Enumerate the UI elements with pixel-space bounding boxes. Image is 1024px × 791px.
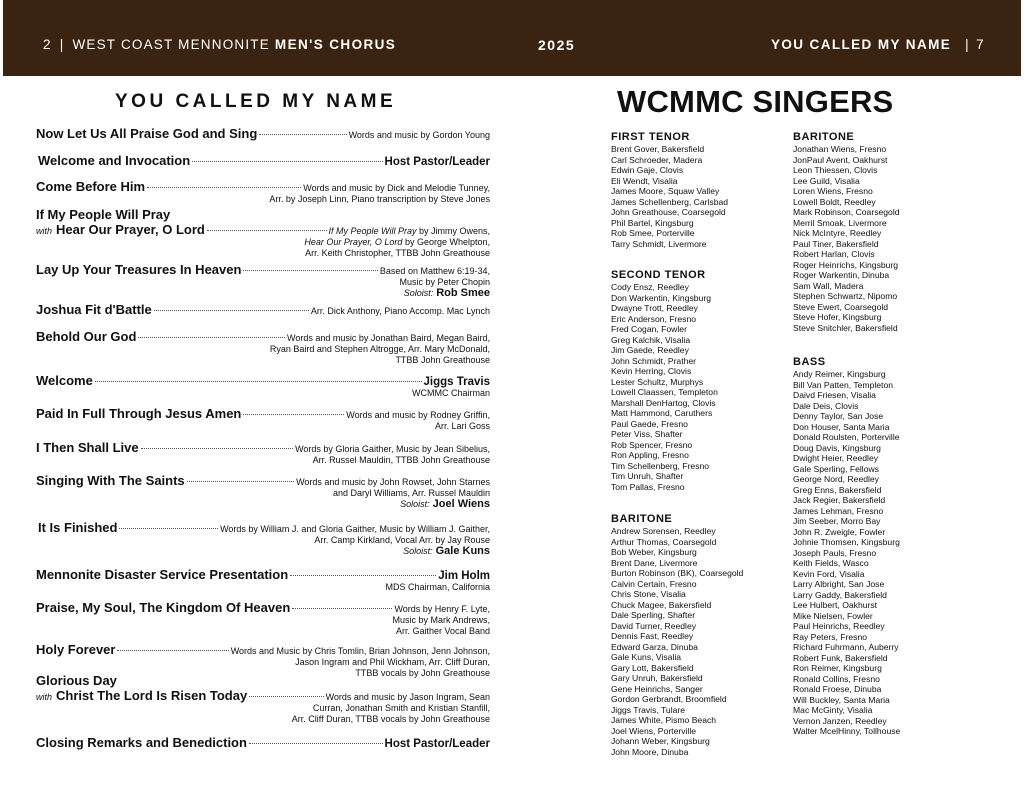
singer-name: Robert Funk, Bakersfield: [793, 652, 888, 663]
item-credit-line: Arr. Gaither Vocal Band: [395, 625, 490, 636]
dot-leader: [249, 696, 323, 697]
item-credit-line: by George Whelpton,: [402, 237, 490, 247]
singer-name: Sam Wall, Madera: [793, 280, 864, 291]
singer-name: Joseph Pauls, Fresno: [793, 547, 877, 558]
item-credit-line: and Daryl Williams, Arr. Russel Mauldin: [332, 488, 490, 498]
item-credit: Words by Henry F. Lyte,: [394, 604, 490, 614]
header-right: [771, 37, 985, 52]
singer-name: Rob Smee, Porterville: [611, 228, 695, 238]
item-title: Lay Up Your Treasures In Heaven: [36, 262, 242, 277]
item-credit-line: TTBB John Greathouse: [395, 354, 490, 365]
item-credit: by Jimmy Owens,: [416, 226, 490, 236]
singer-name: Dale Deis, Clovis: [793, 400, 859, 411]
singer-name: Joel Wiens, Porterville: [611, 725, 697, 736]
section-second-tenor: [611, 269, 781, 492]
singer-name: Johann Weber, Kingsburg: [611, 736, 710, 746]
singer-name: Burton Robinson (BK), Coarsegold: [611, 568, 744, 578]
singer-name: Johnie Thomsen, Kingsburg: [793, 537, 900, 547]
with-label: with: [36, 692, 53, 702]
item-credit-line: Arr. Keith Christopher, TTBB John Greathouse: [305, 247, 490, 258]
singer-name: Leon Thiessen, Clovis: [793, 165, 878, 175]
program-item: [36, 406, 490, 432]
singer-name: Denny Taylor, San Jose: [793, 411, 884, 421]
singer-name: Brent Gover, Bakersfield: [611, 144, 705, 154]
singer-name: Robert Harlan, Clovis: [793, 249, 875, 259]
singer-name: Gary Lott, Bakersfield: [611, 662, 694, 673]
singer-name: Chris Stone, Visalia: [611, 589, 686, 599]
singer-name: Tom Pallas, Fresno: [611, 481, 685, 492]
singer-name: Calvin Certain, Fresno: [611, 578, 697, 589]
singer-name: Lowell Claassen, Templeton: [611, 387, 718, 397]
dot-leader: [243, 414, 344, 415]
item-credit: Words by Gloria Gaither, Music by Jean Sibelius,: [295, 444, 490, 454]
singer-name: Paul Tiner, Bakersfield: [793, 238, 879, 249]
singer-name: John Moore, Dinuba: [611, 746, 689, 757]
singer-name: James Schellenberg, Carlsbad: [611, 196, 729, 207]
singer-name: Kevin Herring, Clovis: [611, 366, 692, 376]
item-credit-line: Music by Mark Andrews,: [392, 615, 490, 625]
singer-name: Merril Smoak, Livermore: [793, 217, 887, 228]
singer-name: Nick McIntyre, Reedley: [793, 228, 882, 238]
singer-name: James White, Pismo Beach: [611, 715, 717, 725]
singer-name: Don Warkentin, Kingsburg: [611, 292, 711, 303]
right-separator: |: [965, 37, 971, 52]
left-separator: |: [59, 37, 65, 52]
item-title: It Is Finished: [38, 520, 118, 535]
item-credit: Arr. Dick Anthony, Piano Accomp. Mac Lynch: [310, 306, 490, 316]
section-heading: BARITONE: [611, 513, 673, 525]
singer-name: Lester Schultz, Murphys: [611, 376, 704, 387]
singer-name: Walter McelHinny, Tollhouse: [793, 726, 901, 736]
singer-name: Keith Fields, Wasco: [793, 558, 869, 568]
dot-leader: [290, 575, 436, 576]
right-header-title: YOU CALLED MY NAME: [770, 37, 952, 52]
item-credit-line: TTBB vocals by John Greathouse: [355, 667, 490, 678]
singer-name: Paul Heinrichs, Reedley: [793, 621, 885, 631]
singer-name: James Lehman, Fresno: [793, 505, 884, 516]
singer-name: Jim Gaede, Reedley: [611, 345, 689, 355]
singer-list: [793, 369, 963, 737]
dot-leader: [259, 134, 346, 135]
program-item: [36, 600, 490, 636]
item-credit-line: Curran, Jonathan Smith and Kristian Stanfill,: [312, 703, 490, 713]
singer-name: Bob Weber, Kingsburg: [611, 547, 697, 557]
singer-name: Ronald Froese, Dinuba: [793, 684, 882, 694]
dot-leader: [207, 230, 327, 231]
soloist-name: Rob Smee: [436, 286, 490, 299]
program-item: [36, 302, 490, 317]
left-org-name: WEST COAST MENNONITE: [72, 37, 270, 52]
singer-name: Arthur Thomas, Coarsegold: [611, 536, 717, 547]
singer-name: Roger Warkentin, Dinuba: [793, 270, 890, 280]
dot-leader: [243, 270, 377, 271]
singer-name: Mac McGinty, Visalia: [793, 705, 873, 715]
item-credit: Words and music by Dick and Melodie Tunney,: [303, 183, 490, 193]
item-credit-line: Arr. Lari Goss: [434, 421, 490, 431]
singer-name: Andrew Sorensen, Reedley: [611, 526, 716, 536]
section-baritone: [611, 513, 781, 757]
dot-leader: [192, 161, 382, 162]
singer-name: James Moore, Squaw Valley: [611, 186, 720, 196]
singer-name: Fred Cogan, Fowler: [611, 324, 687, 334]
header-year: 2025: [538, 37, 576, 53]
page-header: [3, 0, 1021, 76]
item-title: Singing With The Saints: [36, 473, 185, 488]
dot-leader: [138, 337, 285, 338]
section-heading: SECOND TENOR: [611, 269, 706, 281]
program-item: [36, 440, 490, 466]
singer-name: Steve Snitchler, Bakersfield: [793, 322, 898, 333]
item-credit-line: Arr. by Joseph Linn, Piano transcription by Steve Jones: [269, 194, 490, 204]
singer-name: JonPaul Avent, Oakhurst: [793, 154, 888, 165]
program-item: [36, 262, 490, 298]
dot-leader: [117, 650, 228, 651]
right-page-number: 7: [976, 37, 985, 52]
item-credit-line: Music by Peter Chopin: [399, 277, 490, 287]
program-item: [36, 329, 490, 365]
singer-name: John Schmidt, Prather: [611, 355, 697, 366]
left-page-number: 2: [43, 37, 52, 52]
singer-name: Edward Garza, Dinuba: [611, 641, 698, 652]
singer-list: [611, 144, 781, 249]
item-title: I Then Shall Live: [36, 440, 139, 455]
singer-name: Ron Reimer, Kingsburg: [793, 663, 882, 673]
singer-name: Donald Roulsten, Porterville: [793, 432, 900, 442]
singer-name: Chuck Magee, Bakersfield: [611, 599, 712, 610]
singer-name: Brent Dane, Livermore: [611, 557, 698, 568]
singer-name: Andy Reimer, Kingsburg: [793, 369, 886, 379]
section-heading: BARITONE: [793, 131, 855, 143]
credit-song-title: If My People Will Pray: [328, 226, 417, 236]
singer-name: Richard Fuhrmann, Auberry: [793, 642, 899, 652]
program-item: [36, 520, 490, 556]
item-credit: Host Pastor/Leader: [384, 738, 490, 750]
soloist-name: Gale Kuns: [435, 544, 490, 557]
item-credit: Words and music by Rodney Griffin,: [346, 410, 490, 420]
dot-leader: [187, 481, 294, 482]
singer-name: Cody Ensz, Reedley: [611, 282, 689, 292]
dot-leader: [292, 608, 392, 609]
section-bass: [793, 356, 963, 737]
program-item: [36, 373, 490, 399]
item-title: Welcome: [36, 373, 93, 388]
singers-title: WCMMC SINGERS: [617, 84, 894, 119]
program-item: [36, 567, 490, 593]
singer-name: Tarry Schmidt, Livermore: [611, 238, 707, 249]
credit-song-title: Hear Our Prayer, O Lord: [304, 237, 403, 247]
item-title: Mennonite Disaster Service Presentation: [36, 567, 289, 582]
item-credit: Jiggs Travis: [423, 376, 490, 388]
soloist-label: Soloist:: [400, 498, 430, 509]
singer-name: Dale Sperling, Shafter: [611, 610, 696, 620]
section-baritone-continued: [793, 131, 963, 333]
singer-name: Edwin Gaje, Clovis: [611, 165, 684, 175]
header-left: [43, 37, 396, 52]
dot-leader: [141, 448, 294, 449]
item-title: Behold Our God: [36, 329, 137, 344]
program-item: [36, 207, 490, 258]
singer-name: Ron Appling, Fresno: [611, 450, 689, 460]
singer-name: Jonathan Wiens, Fresno: [793, 144, 887, 154]
dot-leader: [147, 187, 301, 188]
item-credit: Words and music by Gordon Young: [348, 130, 490, 140]
singer-name: Steve Hofer, Kingsburg: [793, 312, 882, 322]
singer-list: [793, 144, 963, 333]
singer-name: Loren Wiens, Fresno: [793, 186, 873, 196]
singer-name: Kevin Ford, Visalia: [793, 568, 865, 579]
item-credit-line: WCMMC Chairman: [411, 388, 490, 398]
item-title: Come Before Him: [36, 179, 146, 194]
singer-name: Marshall DenHartog, Clovis: [611, 397, 716, 408]
item-title: Now Let Us All Praise God and Sing: [36, 126, 258, 141]
dot-leader: [249, 743, 383, 744]
dot-leader: [119, 528, 218, 529]
singer-name: Dennis Fast, Reedley: [611, 631, 694, 641]
section-heading: BASS: [793, 356, 826, 368]
singer-name: Tim Unruh, Shafter: [611, 471, 684, 481]
soloist-label: Soloist:: [403, 545, 433, 556]
item-title: Closing Remarks and Benediction: [36, 735, 247, 750]
item-credit: Host Pastor/Leader: [384, 156, 490, 168]
singer-name: Gary Unruh, Bakersfield: [611, 673, 703, 683]
singer-name: Rob Spencer, Fresno: [611, 439, 693, 450]
item-credit-line: MDS Chairman, California: [385, 582, 490, 592]
singer-name: Ronald Collins, Fresno: [793, 673, 880, 684]
soloist-label: Soloist:: [403, 287, 434, 298]
singer-name: Tim Schellenberg, Fresno: [611, 460, 710, 471]
dot-leader: [154, 310, 309, 311]
item-credit: Based on Matthew 6:19-34,: [379, 266, 490, 276]
item-subtitle: Hear Our Prayer, O Lord: [56, 222, 205, 237]
singer-name: Matt Hammond, Caruthers: [611, 408, 713, 418]
item-credit-line: Arr. Camp Kirkland, Vocal Arr. by Jay Rouse: [314, 535, 490, 545]
singer-name: Roger Heinrichs, Kingsburg: [793, 259, 899, 270]
item-title: If My People Will Pray: [36, 207, 171, 222]
singer-name: Peter Viss, Shafter: [611, 429, 683, 439]
item-credit: Words and music by John Rowset, John Starnes: [296, 477, 490, 487]
singer-name: Vernon Janzen, Reedley: [793, 715, 887, 726]
singer-name: Lee Guild, Visalia: [793, 175, 860, 186]
item-credit: Words and music by Jonathan Baird, Megan Baird,: [287, 333, 490, 343]
singer-name: Jiggs Travis, Tulare: [611, 704, 686, 715]
singer-name: Greg Kalchik, Visalia: [611, 334, 691, 345]
item-title: Paid In Full Through Jesus Amen: [36, 406, 242, 421]
singer-name: Larry Gaddy, Bakersfield: [793, 589, 887, 600]
section-heading: FIRST TENOR: [611, 131, 690, 143]
singer-name: Steve Ewert, Coarsegold: [793, 301, 889, 312]
program-item: [36, 179, 490, 205]
dot-leader: [95, 381, 422, 382]
singer-list: [611, 282, 781, 492]
program-item: [36, 673, 490, 724]
item-title: Praise, My Soul, The Kingdom Of Heaven: [36, 600, 291, 615]
item-title: Welcome and Invocation: [38, 153, 191, 168]
item-credit-line: Ryan Baird and Stephen Altrogge, Arr. Mary McDonald,: [269, 344, 490, 354]
singer-name: Jim Seeber, Morro Bay: [793, 516, 881, 526]
singer-name: Mark Robinson, Coarsegold: [793, 207, 900, 217]
singer-list: [611, 526, 781, 757]
singer-name: John Greathouse, Coarsegold: [611, 207, 726, 217]
program-title: YOU CALLED MY NAME: [115, 91, 397, 112]
singer-name: Bill Van Patten, Templeton: [793, 379, 894, 390]
section-first-tenor: [611, 131, 781, 249]
singer-name: Dwight Heier, Reedley: [793, 453, 879, 463]
item-subtitle: Christ The Lord Is Risen Today: [56, 688, 248, 703]
singer-name: Stephen Schwartz, Nipomo: [793, 291, 898, 301]
item-credit: Words by William J. and Gloria Gaither, Music by William J. Gaither,: [220, 524, 490, 534]
item-credit: Words and Music by Chris Tomlin, Brian Johnson, Jenn Johnson,: [230, 646, 490, 656]
item-credit-line: Arr. Cliff Duran, TTBB vocals by John Greathouse: [291, 713, 490, 724]
singer-name: Will Buckley, Santa Maria: [793, 694, 890, 705]
singer-name: Jack Regier, Bakersfield: [793, 495, 886, 505]
singer-name: Larry Albright, San Jose: [793, 579, 885, 589]
with-label: with: [36, 226, 53, 236]
singer-name: Phil Bartel, Kingsburg: [611, 217, 694, 228]
singer-name: David Turner, Reedley: [611, 620, 697, 631]
singer-name: George Nord, Reedley: [793, 474, 879, 484]
singer-name: Doug Davis, Kingsburg: [793, 442, 881, 453]
singer-name: Carl Schroeder, Madera: [611, 154, 703, 165]
singer-name: John R. Zweigle, Fowler: [793, 526, 886, 537]
program-item: [36, 153, 490, 168]
singer-name: Don Houser, Santa Maria: [793, 421, 890, 432]
singer-name: Eric Anderson, Fresno: [611, 313, 697, 324]
item-title: Joshua Fit d'Battle: [36, 302, 152, 317]
item-credit: Jim Holm: [438, 570, 490, 582]
item-title: Glorious Day: [36, 673, 117, 688]
item-title: Holy Forever: [36, 642, 116, 657]
singer-name: Greg Enns, Bakersfield: [793, 484, 882, 495]
singer-name: Eli Wendt, Visalia: [611, 175, 678, 186]
singer-name: Gordon Gerbrandt, Broomfield: [611, 694, 727, 704]
singer-name: Gene Heinrichs, Sanger: [611, 683, 703, 694]
singer-name: Ray Peters, Fresno: [793, 631, 868, 642]
item-credit-line: Jason Ingram and Phil Wickham, Arr. Cliff Duran,: [295, 657, 490, 667]
singer-name: Daivd Friesen, Visalia: [793, 390, 876, 400]
program-item: [36, 473, 490, 509]
soloist-name: Joel Wiens: [432, 497, 490, 510]
singer-name: Gale Sperling, Fellows: [793, 463, 879, 474]
program-item: [36, 126, 490, 141]
singer-name: Lee Hulbert, Oakhurst: [793, 600, 878, 610]
singer-name: Paul Gaede, Fresno: [611, 418, 688, 429]
item-credit: Words and music by Jason Ingram, Sean: [325, 692, 490, 702]
left-org-bold: MEN'S CHORUS: [274, 37, 397, 52]
singer-name: Dwayne Trott, Reedley: [611, 303, 698, 313]
singer-name: Gale Kuns, Visalia: [611, 652, 682, 662]
program-item: [36, 735, 490, 750]
singer-name: Mike Nielsen, Fowler: [793, 610, 873, 621]
singer-name: Lowell Boldt, Reedley: [793, 196, 876, 207]
item-credit-line: Arr. Russel Mauldin, TTBB John Greathouse: [312, 455, 490, 465]
